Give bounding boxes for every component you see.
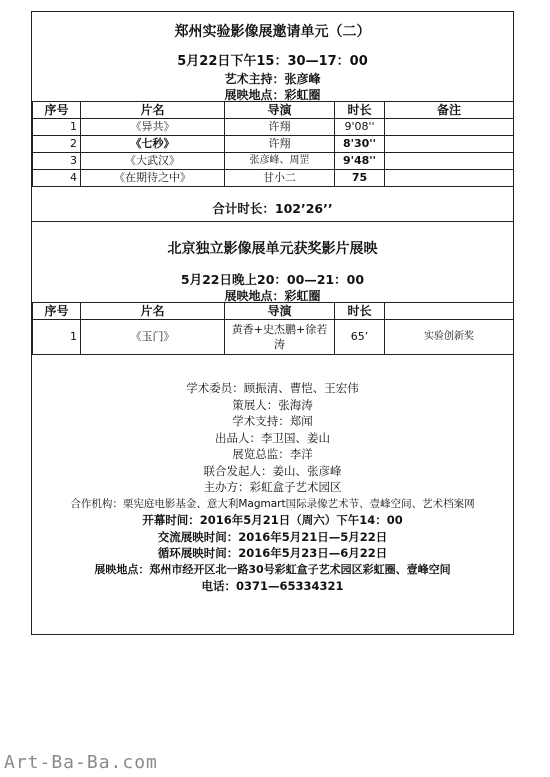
loop-time: 循环展映时间：2016年5月23日—6月22日	[157, 546, 388, 560]
curator: 策展人：张海涛	[232, 397, 313, 412]
row-title: 《异共》	[81, 119, 225, 136]
row-note: 实验创新奖	[385, 320, 514, 355]
row-director	[225, 320, 335, 355]
row-no: 3	[33, 153, 81, 170]
section1-venue: 展映地点：彩虹圈	[224, 88, 321, 102]
exchange-time: 交流展映时间：2016年5月21日—5月22日	[157, 529, 388, 544]
row-length: 65’	[335, 320, 385, 355]
table-row	[33, 153, 514, 170]
row-director: 许翔	[225, 119, 335, 136]
header-length: 时长	[335, 102, 385, 119]
row-director: 张彦峰、周罡	[225, 153, 335, 170]
header-no: 序号	[33, 102, 81, 119]
director-line: 涛	[274, 338, 285, 351]
section1-table	[32, 101, 514, 187]
organizer: 主办方：彩虹盒子艺术园区	[203, 480, 342, 494]
row-director: 甘小二	[225, 170, 335, 187]
program-sheet	[31, 11, 514, 635]
header-note: 备注	[385, 102, 514, 119]
producers: 出品人：李卫国、姜山	[215, 430, 330, 445]
table-row	[33, 320, 514, 355]
section1-host: 艺术主持：张彦峰	[224, 72, 321, 86]
location: 展映地点：郑州市经开区北一路30号彩虹盒子艺术园区彩虹圈、壹峰空间	[94, 562, 451, 576]
table-row	[33, 170, 514, 187]
section1-total: 合计时长：102’26’’	[212, 201, 333, 216]
row-note	[385, 153, 514, 170]
row-no: 1	[33, 320, 81, 355]
row-length: 9'48''	[335, 153, 385, 170]
header-director: 导演	[225, 102, 335, 119]
academic-committee: 学术委员：顾振清、曹恺、王宏伟	[186, 381, 359, 395]
row-no: 1	[33, 119, 81, 136]
co-initiators: 联合发起人：姜山、张彦峰	[203, 463, 342, 478]
row-note	[385, 136, 514, 153]
row-note	[385, 170, 514, 187]
header-title: 片名	[81, 303, 225, 320]
director-line: 黄香+史杰鹏+徐若	[231, 323, 328, 336]
partners: 合作机构：栗宪庭电影基金、意大利Magmart国际录像艺术节、壹峰空间、艺术档案网	[70, 497, 475, 510]
section2-time: 5月22日晚上20：00—21：00	[180, 272, 365, 287]
row-director: 许翔	[225, 136, 335, 153]
header-title: 片名	[81, 102, 225, 119]
section1-time: 5月22日下午15：30—17：00	[177, 54, 368, 69]
opening-time: 开幕时间：2016年5月21日（周六）下午14：00	[142, 513, 403, 527]
director-general: 展览总监：李洋	[232, 447, 313, 461]
row-no: 4	[33, 170, 81, 187]
table-row	[33, 136, 514, 153]
divider	[32, 221, 513, 222]
row-title: 《在期待之中》	[81, 170, 225, 187]
academic-support: 学术支持：郑闻	[232, 414, 313, 428]
row-no: 2	[33, 136, 81, 153]
row-length: 9'08''	[335, 119, 385, 136]
header-director: 导演	[225, 303, 335, 320]
header-length: 时长	[335, 303, 385, 320]
header-no: 序号	[33, 303, 81, 320]
section1-title: 郑州实验影像展邀请单元（二）	[174, 24, 371, 40]
section2-title: 北京独立影像展单元获奖影片展映	[167, 241, 378, 257]
row-length: 75	[335, 170, 385, 187]
row-length: 8'30''	[335, 136, 385, 153]
section1-header-row	[33, 102, 514, 119]
row-note	[385, 119, 514, 136]
watermark: Art-Ba-Ba.com	[4, 752, 158, 773]
section2-table	[32, 302, 514, 355]
table-row	[33, 119, 514, 136]
row-title: 《玉门》	[81, 320, 225, 355]
section2-venue: 展映地点：彩虹圈	[224, 289, 321, 303]
credits-block	[32, 380, 513, 595]
row-title: 《七秒》	[81, 136, 225, 153]
phone: 电话：0371—65334321	[201, 579, 344, 593]
row-title: 《大武汉》	[81, 153, 225, 170]
header-note	[385, 303, 514, 320]
section2-header-row	[33, 303, 514, 320]
